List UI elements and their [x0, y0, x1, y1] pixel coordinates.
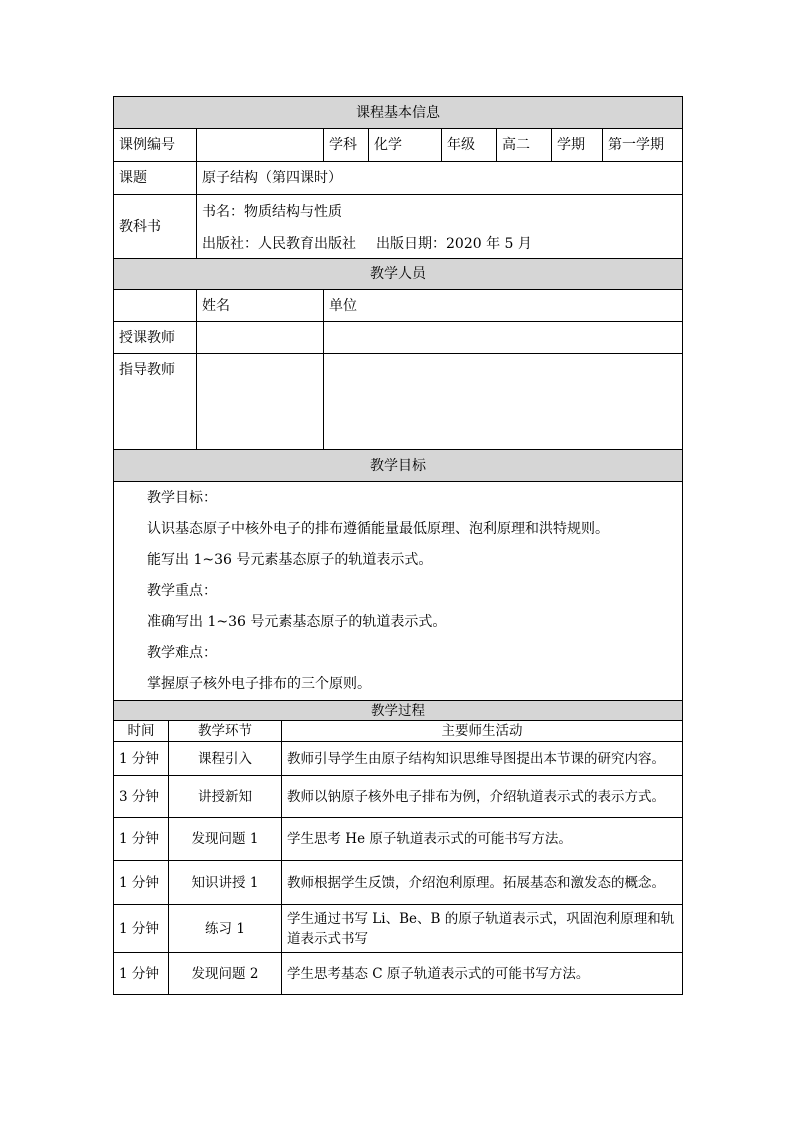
process-header: 教学过程: [114, 701, 683, 721]
lesson-plan-document: [113, 96, 682, 995]
case-no-label: 课例编号: [114, 129, 197, 162]
objectives-header: 教学目标: [114, 450, 683, 482]
process-activity: 学生思考基态 C 原子轨道表示式的可能书写方法。: [282, 953, 683, 995]
table-row: [114, 905, 683, 953]
term-label: 学期: [552, 129, 603, 162]
textbook-info: [197, 195, 683, 259]
process-stage: 发现问题 2: [169, 953, 282, 995]
objective-line: 认识基态原子中核外电子的排布遵循能量最低原理、泡利原理和洪特规则。: [147, 520, 609, 537]
staff-unit: [324, 354, 683, 450]
objective-line: 掌握原子核外电子排布的三个原则。: [147, 675, 371, 692]
teaching-process-table: [113, 700, 683, 995]
process-activity: 教师引导学生由原子结构知识思维导图提出本节课的研究内容。: [282, 742, 683, 776]
book-name: 书名：物质结构与性质: [202, 203, 342, 220]
process-stage: 知识讲授 1: [169, 861, 282, 905]
staff-header: 教学人员: [114, 259, 683, 290]
process-stage: 讲授新知: [169, 776, 282, 818]
grade-label: 年级: [442, 129, 497, 162]
process-stage: 课程引入: [169, 742, 282, 776]
process-time: 1 分钟: [114, 861, 169, 905]
topic-label: 课题: [114, 162, 197, 195]
objective-line: 准确写出 1~36 号元素基态原子的轨道表示式。: [147, 613, 447, 630]
process-activity: 教师根据学生反馈，介绍泡利原理。拓展基态和激发态的概念。: [282, 861, 683, 905]
subject-label: 学科: [324, 129, 369, 162]
process-time: 1 分钟: [114, 742, 169, 776]
objective-line: 教学难点：: [147, 644, 217, 661]
staff-name: [197, 354, 324, 450]
staff-role: 授课教师: [114, 322, 197, 354]
process-stage: 发现问题 1: [169, 818, 282, 861]
term-value: 第一学期: [603, 129, 683, 162]
process-activity: 学生思考 He 原子轨道表示式的可能书写方法。: [282, 818, 683, 861]
staff-unit: [324, 322, 683, 354]
objective-line: 教学目标：: [147, 489, 217, 506]
staff-name-col: 姓名: [197, 290, 324, 322]
objectives-content: [114, 482, 683, 701]
table-row: [114, 953, 683, 995]
subject-value: 化学: [369, 129, 442, 162]
grade-value: 高二: [497, 129, 552, 162]
textbook-label: 教科书: [114, 195, 197, 259]
process-activity: 学生通过书写 Li、Be、B 的原子轨道表示式，巩固泡利原理和轨道表示式书写: [282, 905, 683, 953]
table-row: [114, 861, 683, 905]
table-row: [114, 818, 683, 861]
staff-name: [197, 322, 324, 354]
process-time: 3 分钟: [114, 776, 169, 818]
topic-value: 原子结构（第四课时）: [197, 162, 683, 195]
publish-date: 出版日期：2020 年 5 月: [376, 235, 532, 252]
table-row: [114, 742, 683, 776]
process-time: 1 分钟: [114, 953, 169, 995]
objective-line: 能写出 1~36 号元素基态原子的轨道表示式。: [147, 551, 433, 568]
publisher: 出版社：人民教育出版社: [202, 235, 356, 252]
process-col-time: 时间: [114, 721, 169, 742]
publisher-line: [202, 235, 677, 253]
case-no-value: [197, 129, 324, 162]
course-info-table: [113, 96, 683, 701]
process-activity: 教师以钠原子核外电子排布为例，介绍轨道表示式的表示方式。: [282, 776, 683, 818]
objective-line: 教学重点：: [147, 582, 217, 599]
basic-info-header: 课程基本信息: [114, 97, 683, 129]
process-time: 1 分钟: [114, 818, 169, 861]
table-row: [114, 776, 683, 818]
process-time: 1 分钟: [114, 905, 169, 953]
process-col-stage: 教学环节: [169, 721, 282, 742]
staff-unit-col: 单位: [324, 290, 683, 322]
process-stage: 练习 1: [169, 905, 282, 953]
process-col-activity: 主要师生活动: [282, 721, 683, 742]
staff-corner-cell: [114, 290, 197, 322]
staff-role: 指导教师: [114, 354, 197, 450]
